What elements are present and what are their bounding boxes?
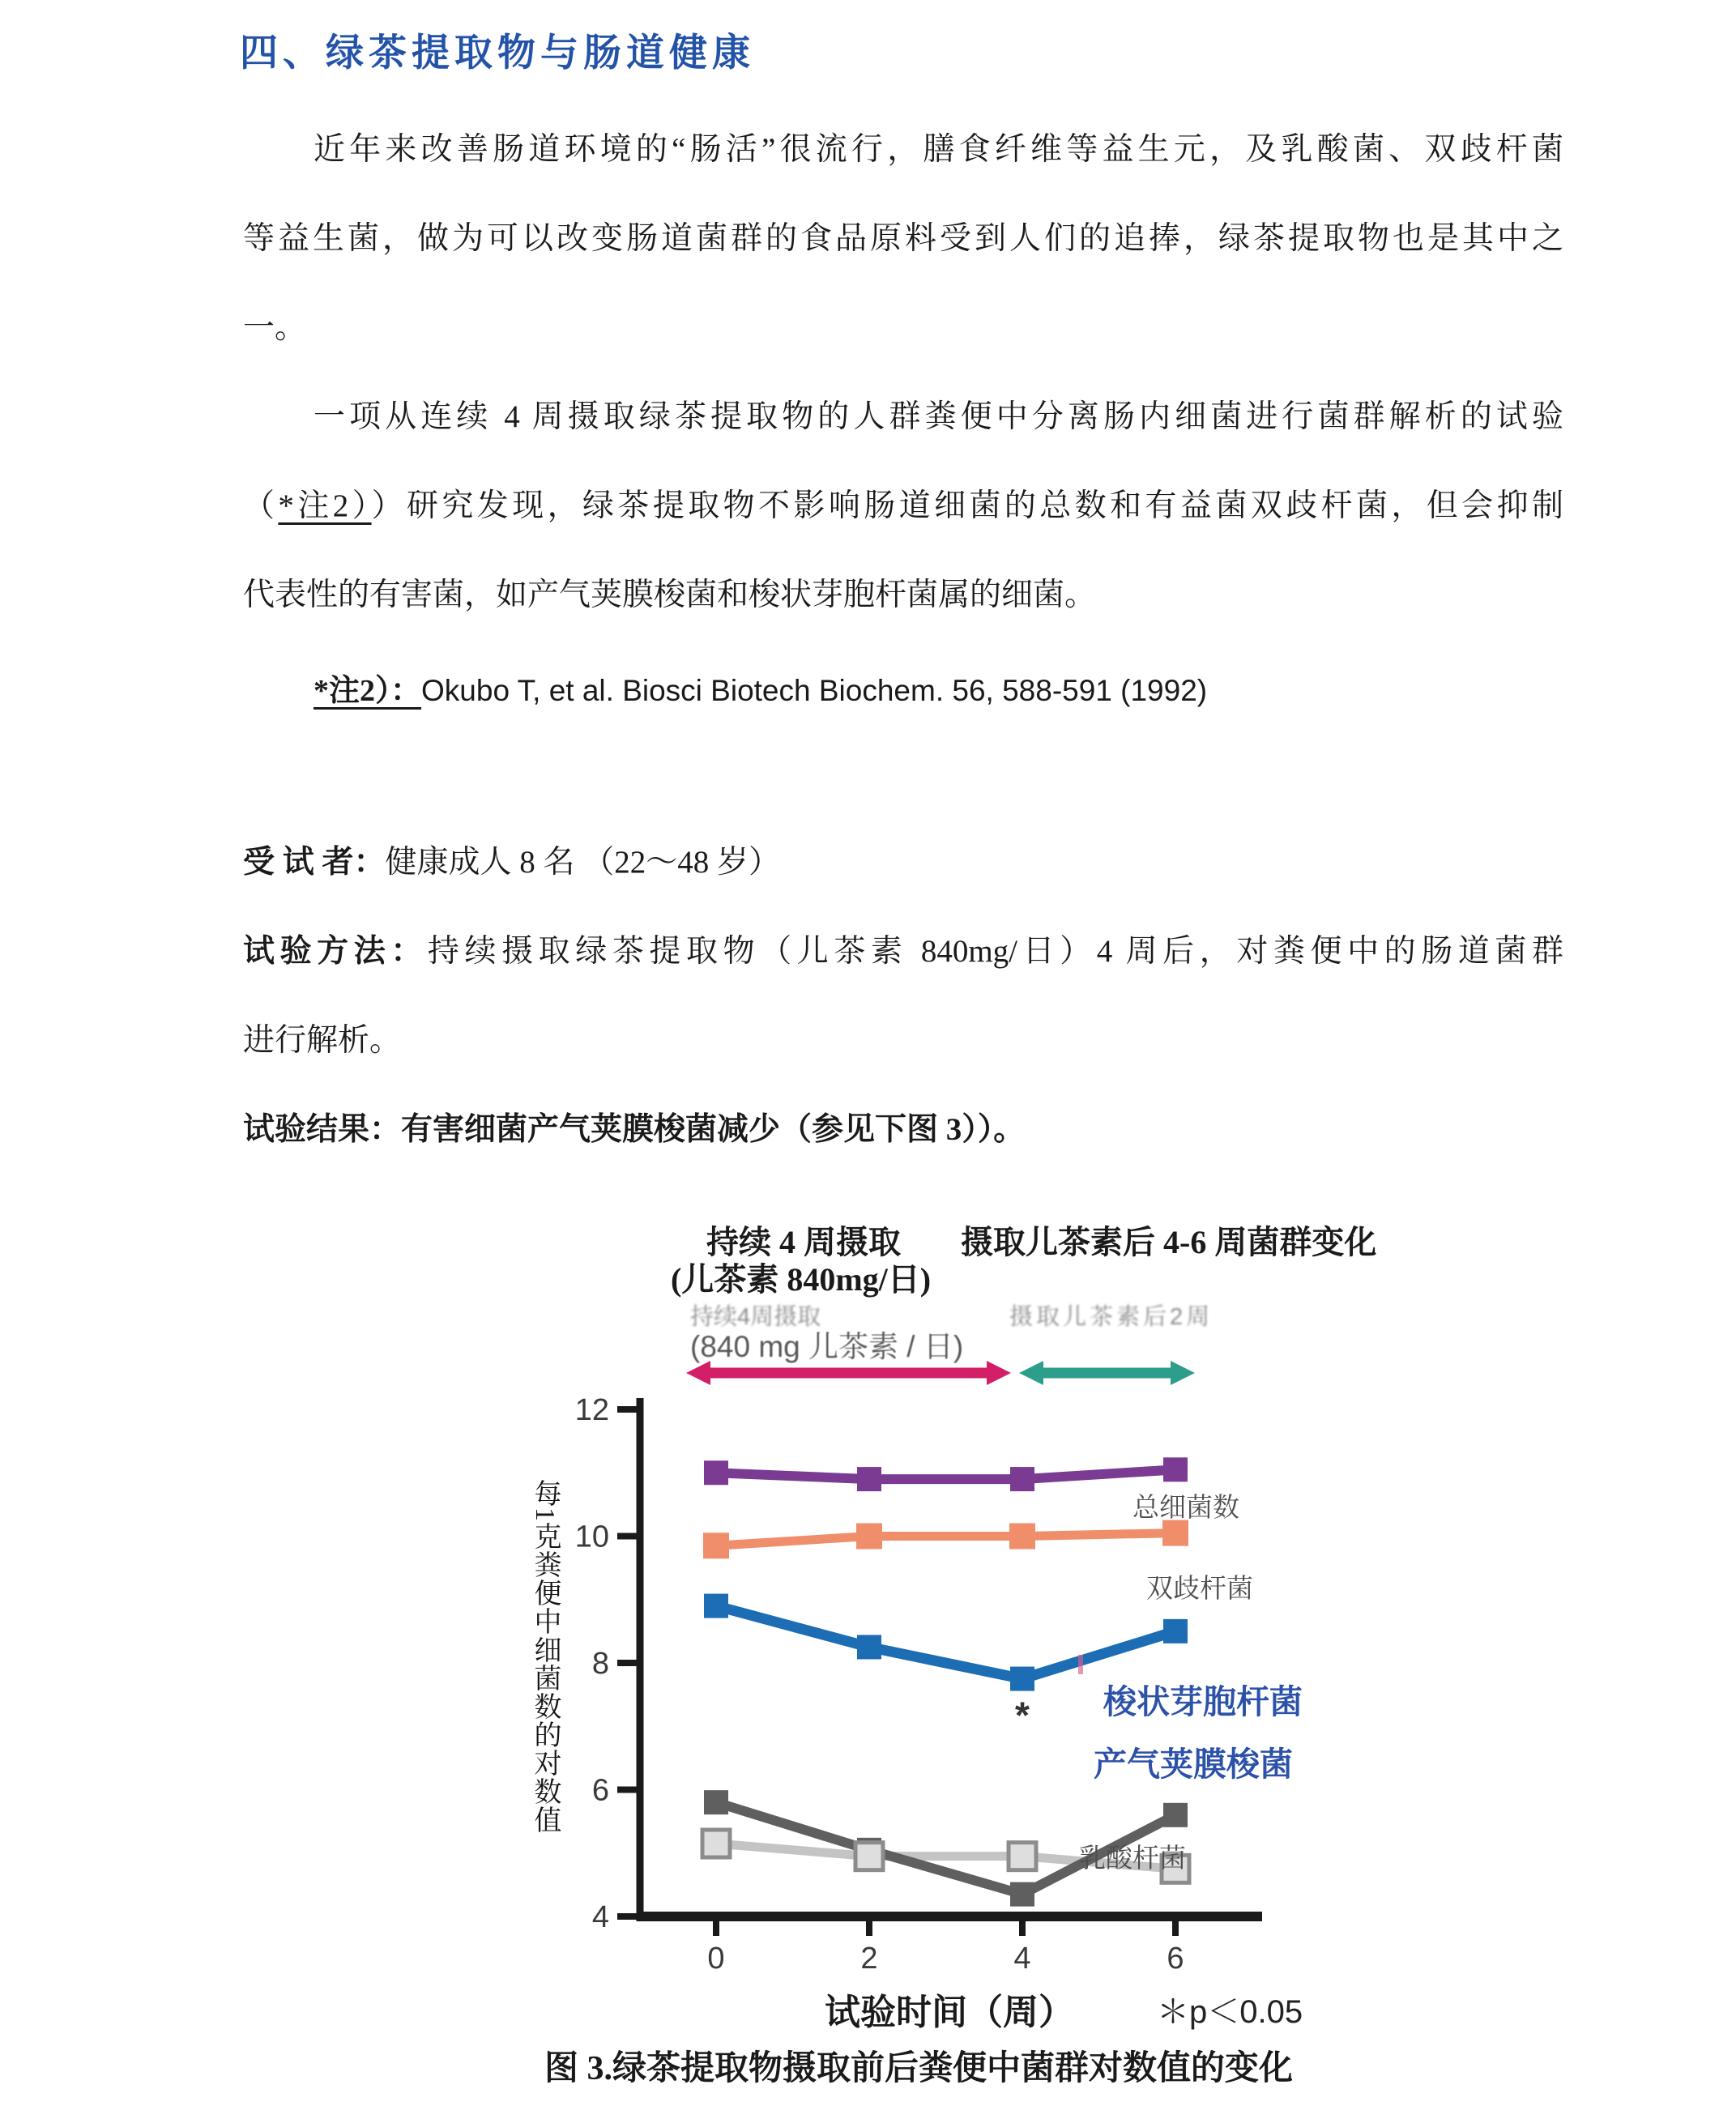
series-label-总细菌数: 总细菌数 bbox=[1132, 1492, 1239, 1522]
x-tick-label: 0 bbox=[707, 1942, 725, 1976]
significance-asterisk: * bbox=[1015, 1694, 1030, 1737]
marker-梭状芽胞杆菌 bbox=[857, 1635, 881, 1659]
method-text: 持续摄取绿茶提取物（儿茶素 840mg/日）4 周后，对粪便中的肠道菌群 bbox=[427, 934, 1563, 969]
marker-乳酸杆菌 bbox=[702, 1830, 730, 1857]
footnote-citation: Okubo T, et al. Biosci Biotech Biochem. 56, 588-591 (1992) bbox=[421, 674, 1208, 707]
subjects-line bbox=[243, 841, 780, 885]
marker-总细菌数 bbox=[704, 1460, 728, 1485]
note2-reference: *注2） bbox=[278, 488, 372, 523]
marker-双歧杆菌 bbox=[703, 1533, 729, 1558]
x-tick-label: 2 bbox=[860, 1942, 878, 1976]
marker-产气荚膜梭菌 bbox=[1163, 1803, 1188, 1827]
paragraph2-line3: 代表性的有害菌，如产气荚膜梭菌和梭状芽胞杆菌属的细菌。 bbox=[243, 578, 1097, 612]
intake-period-arrow-right-head bbox=[987, 1361, 1011, 1385]
marker-乳酸杆菌 bbox=[1009, 1843, 1036, 1870]
footnote-ref: *注2）： bbox=[314, 674, 422, 708]
marker-双歧杆菌 bbox=[1009, 1524, 1035, 1550]
series-label-产气荚膜梭菌: 产气荚膜梭菌 bbox=[1094, 1746, 1293, 1783]
series-label-梭状芽胞杆菌: 梭状芽胞杆菌 bbox=[1103, 1683, 1303, 1720]
x-tick-label: 4 bbox=[1013, 1942, 1031, 1976]
marker-梭状芽胞杆菌 bbox=[1163, 1619, 1188, 1643]
inner-faint-left: 持续4周摄取 bbox=[690, 1304, 821, 1330]
marker-梭状芽胞杆菌 bbox=[1010, 1667, 1034, 1691]
marker-梭状芽胞杆菌 bbox=[704, 1594, 728, 1618]
paragraph1-line3: 一。 bbox=[243, 310, 307, 345]
paragraph2-line2 bbox=[243, 484, 1563, 528]
y-tick-label: 10 bbox=[574, 1520, 609, 1554]
series-line-梭状芽胞杆菌 bbox=[716, 1606, 1175, 1679]
marker-双歧杆菌 bbox=[1162, 1520, 1188, 1546]
intake-period-arrow-left-head bbox=[686, 1361, 710, 1385]
marker-总细菌数 bbox=[857, 1467, 881, 1491]
result-text: 有害细菌产气荚膜梭菌减少（参见下图 3））。 bbox=[401, 1112, 1026, 1147]
marker-双歧杆菌 bbox=[856, 1524, 882, 1550]
marker-产气荚膜梭菌 bbox=[704, 1790, 728, 1814]
figure-header-left-line1: 持续 4 周摄取 bbox=[706, 1224, 901, 1260]
figure-header-left-line2: (儿茶素 840mg/日) bbox=[671, 1261, 932, 1298]
subjects-label: 受 试 者： bbox=[243, 845, 386, 880]
footnote bbox=[314, 669, 1207, 713]
y-tick-label: 8 bbox=[591, 1647, 609, 1681]
subjects-value: 健康成人 8 名 （22～48 岁） bbox=[385, 845, 781, 880]
x-tick-label: 6 bbox=[1167, 1942, 1184, 1976]
followup-period-arrow-left-head bbox=[1019, 1361, 1043, 1385]
marker-总细菌数 bbox=[1163, 1457, 1188, 1481]
series-label-双歧杆菌: 双歧杆菌 bbox=[1146, 1573, 1253, 1603]
figure-caption: 图 3.绿茶提取物摄取前后粪便中菌群对数值的变化 bbox=[544, 2050, 1293, 2087]
paragraph1-line1: 近年来改善肠道环境的“肠活”很流行，膳食纤维等益生元，及乳酸菌、双歧杆菌 bbox=[314, 132, 1563, 167]
method-line1 bbox=[243, 930, 1563, 974]
y-axis-label: 每1克粪便中细菌数的对数值 bbox=[530, 1479, 560, 1834]
y-tick-label: 4 bbox=[591, 1900, 609, 1934]
series-label-乳酸杆菌: 乳酸杆菌 bbox=[1079, 1843, 1186, 1873]
result-label: 试验结果： bbox=[243, 1112, 402, 1147]
image-artifact bbox=[1078, 1655, 1083, 1674]
paren-open: （ bbox=[243, 488, 279, 523]
method-label: 试验方法： bbox=[243, 934, 428, 969]
x-axis-label: 试验时间（周） bbox=[825, 1993, 1074, 2032]
y-tick-label: 6 bbox=[591, 1773, 609, 1808]
inner-dose-label: (840 mg 儿茶素 / 日) bbox=[690, 1330, 964, 1363]
y-tick-label: 12 bbox=[574, 1393, 609, 1427]
result-line bbox=[243, 1108, 1025, 1152]
section-heading: 四、绿茶提取物与肠道健康 bbox=[240, 32, 755, 75]
figure-header-right: 摄取儿茶素后 4-6 周菌群变化 bbox=[961, 1224, 1377, 1260]
marker-总细菌数 bbox=[1010, 1467, 1034, 1491]
marker-乳酸杆菌 bbox=[855, 1843, 883, 1870]
paren-close: ） bbox=[371, 488, 407, 523]
series-line-总细菌数 bbox=[716, 1469, 1175, 1479]
marker-产气荚膜梭菌 bbox=[1010, 1882, 1034, 1907]
paragraph2-line2-text: 研究发现，绿茶提取物不影响肠道细菌的总数和有益菌双歧杆菌，但会抑制 bbox=[406, 488, 1563, 523]
followup-period-arrow-right-head bbox=[1171, 1361, 1195, 1385]
paragraph1-line2: 等益生菌，做为可以改变肠道菌群的食品原料受到人们的追捧，绿茶提取物也是其中之 bbox=[243, 221, 1563, 256]
inner-faint-right: 摄取儿茶素后2周 bbox=[1009, 1304, 1213, 1330]
series-line-双歧杆菌 bbox=[716, 1533, 1175, 1546]
paragraph2-line1: 一项从连续 4 周摄取绿茶提取物的人群粪便中分离肠内细菌进行菌群解析的试验 bbox=[314, 399, 1563, 434]
significance-note: ＊p＜0.05 bbox=[1157, 1994, 1303, 2030]
method-line2: 进行解析。 bbox=[243, 1023, 402, 1058]
figure-chart bbox=[502, 1183, 1345, 2041]
